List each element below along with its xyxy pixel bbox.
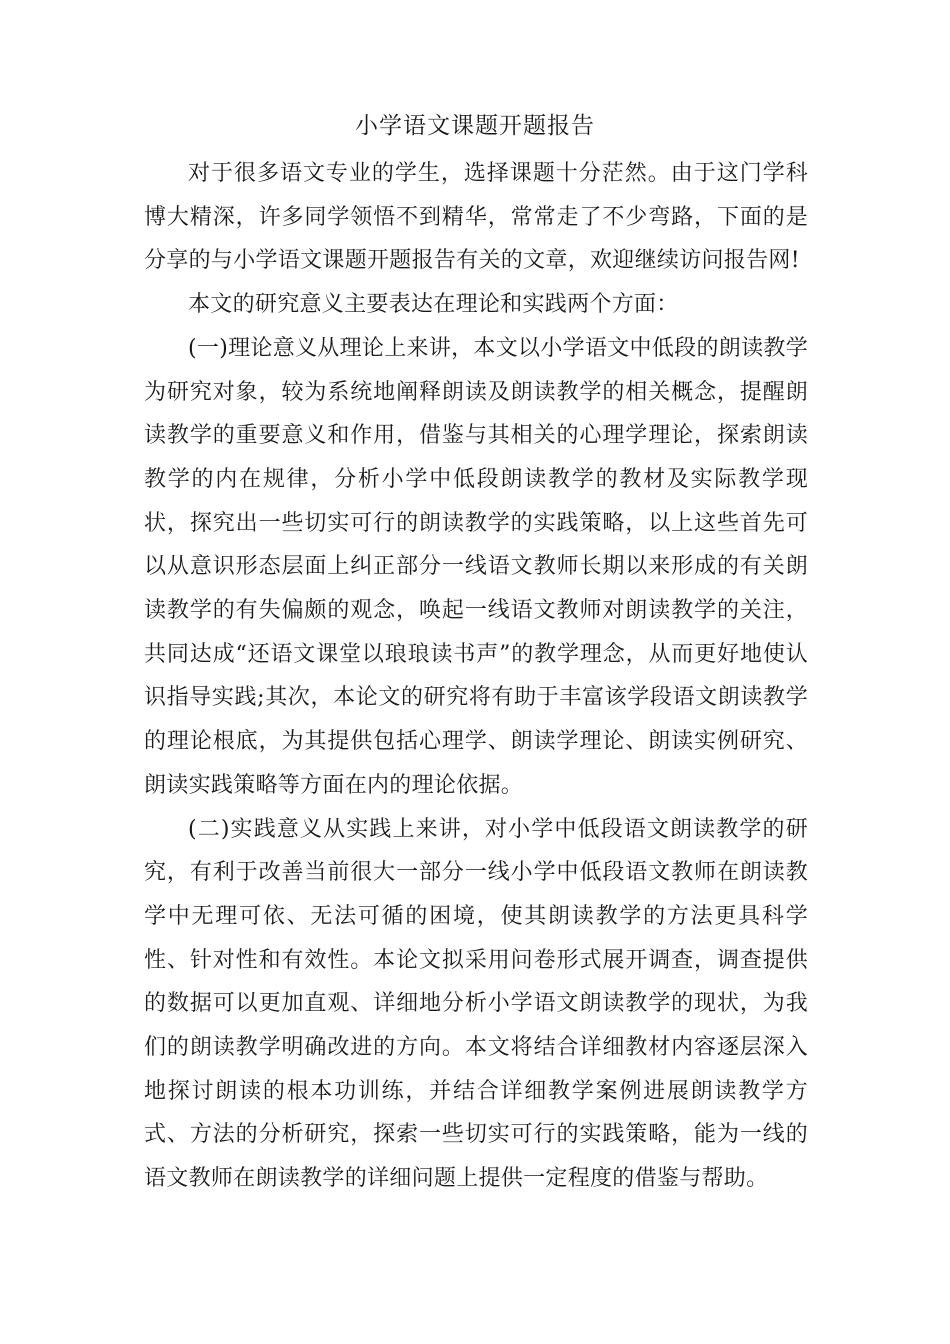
paragraph-theoretical-significance: (一)理论意义从理论上来讲，本文以小学语文中低段的朗读教学为研究对象，较为系统地阐释朗读及朗读教学的相关概念，提醒朗读教学的重要意义和作用，借鉴与其相关的心理学理论，探索朗读教学的内在规律，分析小学中低段朗读教学的教材及实际教学现状，探究出一些切实可行的朗读教学的实践策略，以上这些首先可以从意识形态层面上纠正部分一线语文教师长期以来形成的有关朗读教学的有失偏颇的观念，唤起一线语文教师对朗读教学的关注，共同达成“还语文课堂以琅琅读书声”的教学理念，从而更好地使认识指导实践;其次，本论文的研究将有助于丰富该学段语文朗读教学的理论根底，为其提供包括心理学、朗读学理论、朗读实例研究、朗读实践策略等方面在内的理论依据。 <box>144 335 808 798</box>
paragraph-intro: 对于很多语文专业的学生，选择课题十分茫然。由于这门学科博大精深，许多同学领悟不到精华，常常走了不少弯路，下面的是分享的与小学语文课题开题报告有关的文章，欢迎继续访问报告网! <box>144 161 808 274</box>
document-body <box>144 152 808 1201</box>
paragraph-research-significance: 本文的研究意义主要表达在理论和实践两个方面： <box>188 292 679 318</box>
paragraph-practical-significance: (二)实践意义从实践上来讲，对小学中低段语文朗读教学的研究，有利于改善当前很大一部分一线小学中低段语文教师在朗读教学中无理可依、无法可循的困境，使其朗读教学的方法更具科学性、针对性和有效性。本论文拟采用问卷形式展开调查，调查提供的数据可以更加直观、详细地分析小学语文朗读教学的现状，为我们的朗读教学明确改进的方向。本文将结合详细教材内容逐层深入地探讨朗读的根本功训练，并结合详细教学案例进展朗读教学方式、方法的分析研究，探索一些切实可行的实践策略，能为一线的语文教师在朗读教学的详细问题上提供一定程度的借鉴与帮助。 <box>144 816 808 1192</box>
document-title: 小学语文课题开题报告 <box>355 113 595 139</box>
